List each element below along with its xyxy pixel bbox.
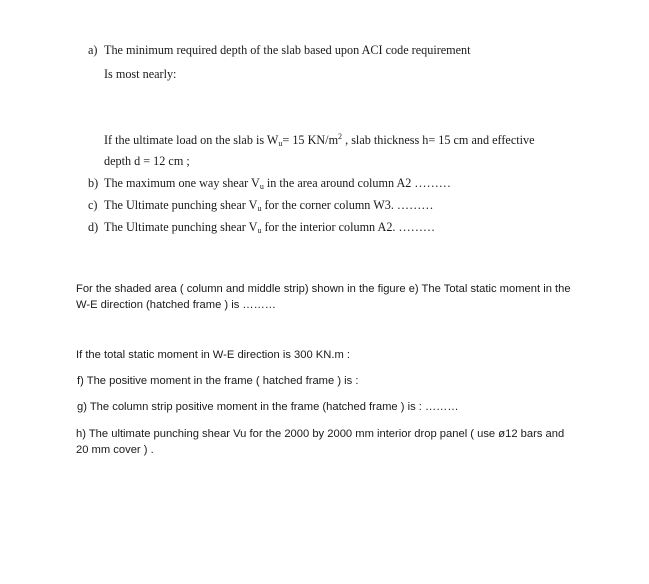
question-c — [88, 198, 434, 214]
question-c-text-1: The Ultimate punching shear V — [104, 198, 258, 212]
question-a-label: a) — [88, 43, 98, 57]
given-load-text-1: If the ultimate load on the slab is W — [104, 133, 279, 147]
moment-given: If the total static moment in W-E direction is 300 KN.m : — [76, 349, 350, 361]
question-c-text-2: for the corner column W3. ……… — [261, 198, 434, 212]
question-c-label: c) — [88, 198, 98, 212]
question-b — [88, 176, 451, 192]
question-d-text-2: for the interior column A2. ……… — [261, 220, 436, 234]
question-d-subscript: u — [257, 226, 262, 235]
given-load-text-2: = 15 KN/m — [282, 133, 339, 147]
given-load-line2: depth d = 12 cm ; — [104, 154, 190, 168]
question-h: h) The ultimate punching shear Vu for the 2000 by 2000 mm interior drop panel ( use ø12 bars and 20 mm cover ) . — [76, 428, 565, 456]
question-c-subscript: u — [257, 204, 262, 213]
question-g: g) The column strip positive moment in the frame (hatched frame ) is : ……… — [77, 401, 459, 413]
question-a-line2: Is most nearly: — [104, 67, 177, 81]
question-d-text-1: The Ultimate punching shear V — [104, 220, 258, 234]
question-f: f) The positive moment in the frame ( hatched frame ) is : — [77, 375, 359, 387]
question-a-text: The minimum required depth of the slab based upon ACI code requirement — [104, 43, 471, 57]
question-b-subscript: u — [259, 182, 264, 191]
question-d-label: d) — [88, 220, 99, 234]
question-e: For the shaded area ( column and middle strip) shown in the figure e) The Total static moment in the W-E direction (hatched frame ) is ……… — [76, 283, 571, 311]
question-b-text-1: The maximum one way shear V — [104, 176, 260, 190]
question-b-text-2: in the area around column A2 ……… — [263, 176, 451, 190]
question-b-label: b) — [88, 176, 99, 190]
given-load-subscript: u — [278, 139, 283, 148]
given-load-superscript: 2 — [338, 132, 343, 141]
question-a-line1 — [88, 43, 471, 58]
question-d — [88, 220, 435, 236]
given-load-line1 — [104, 132, 535, 149]
given-load-text-3: , slab thickness h= 15 cm and effective — [342, 133, 535, 147]
